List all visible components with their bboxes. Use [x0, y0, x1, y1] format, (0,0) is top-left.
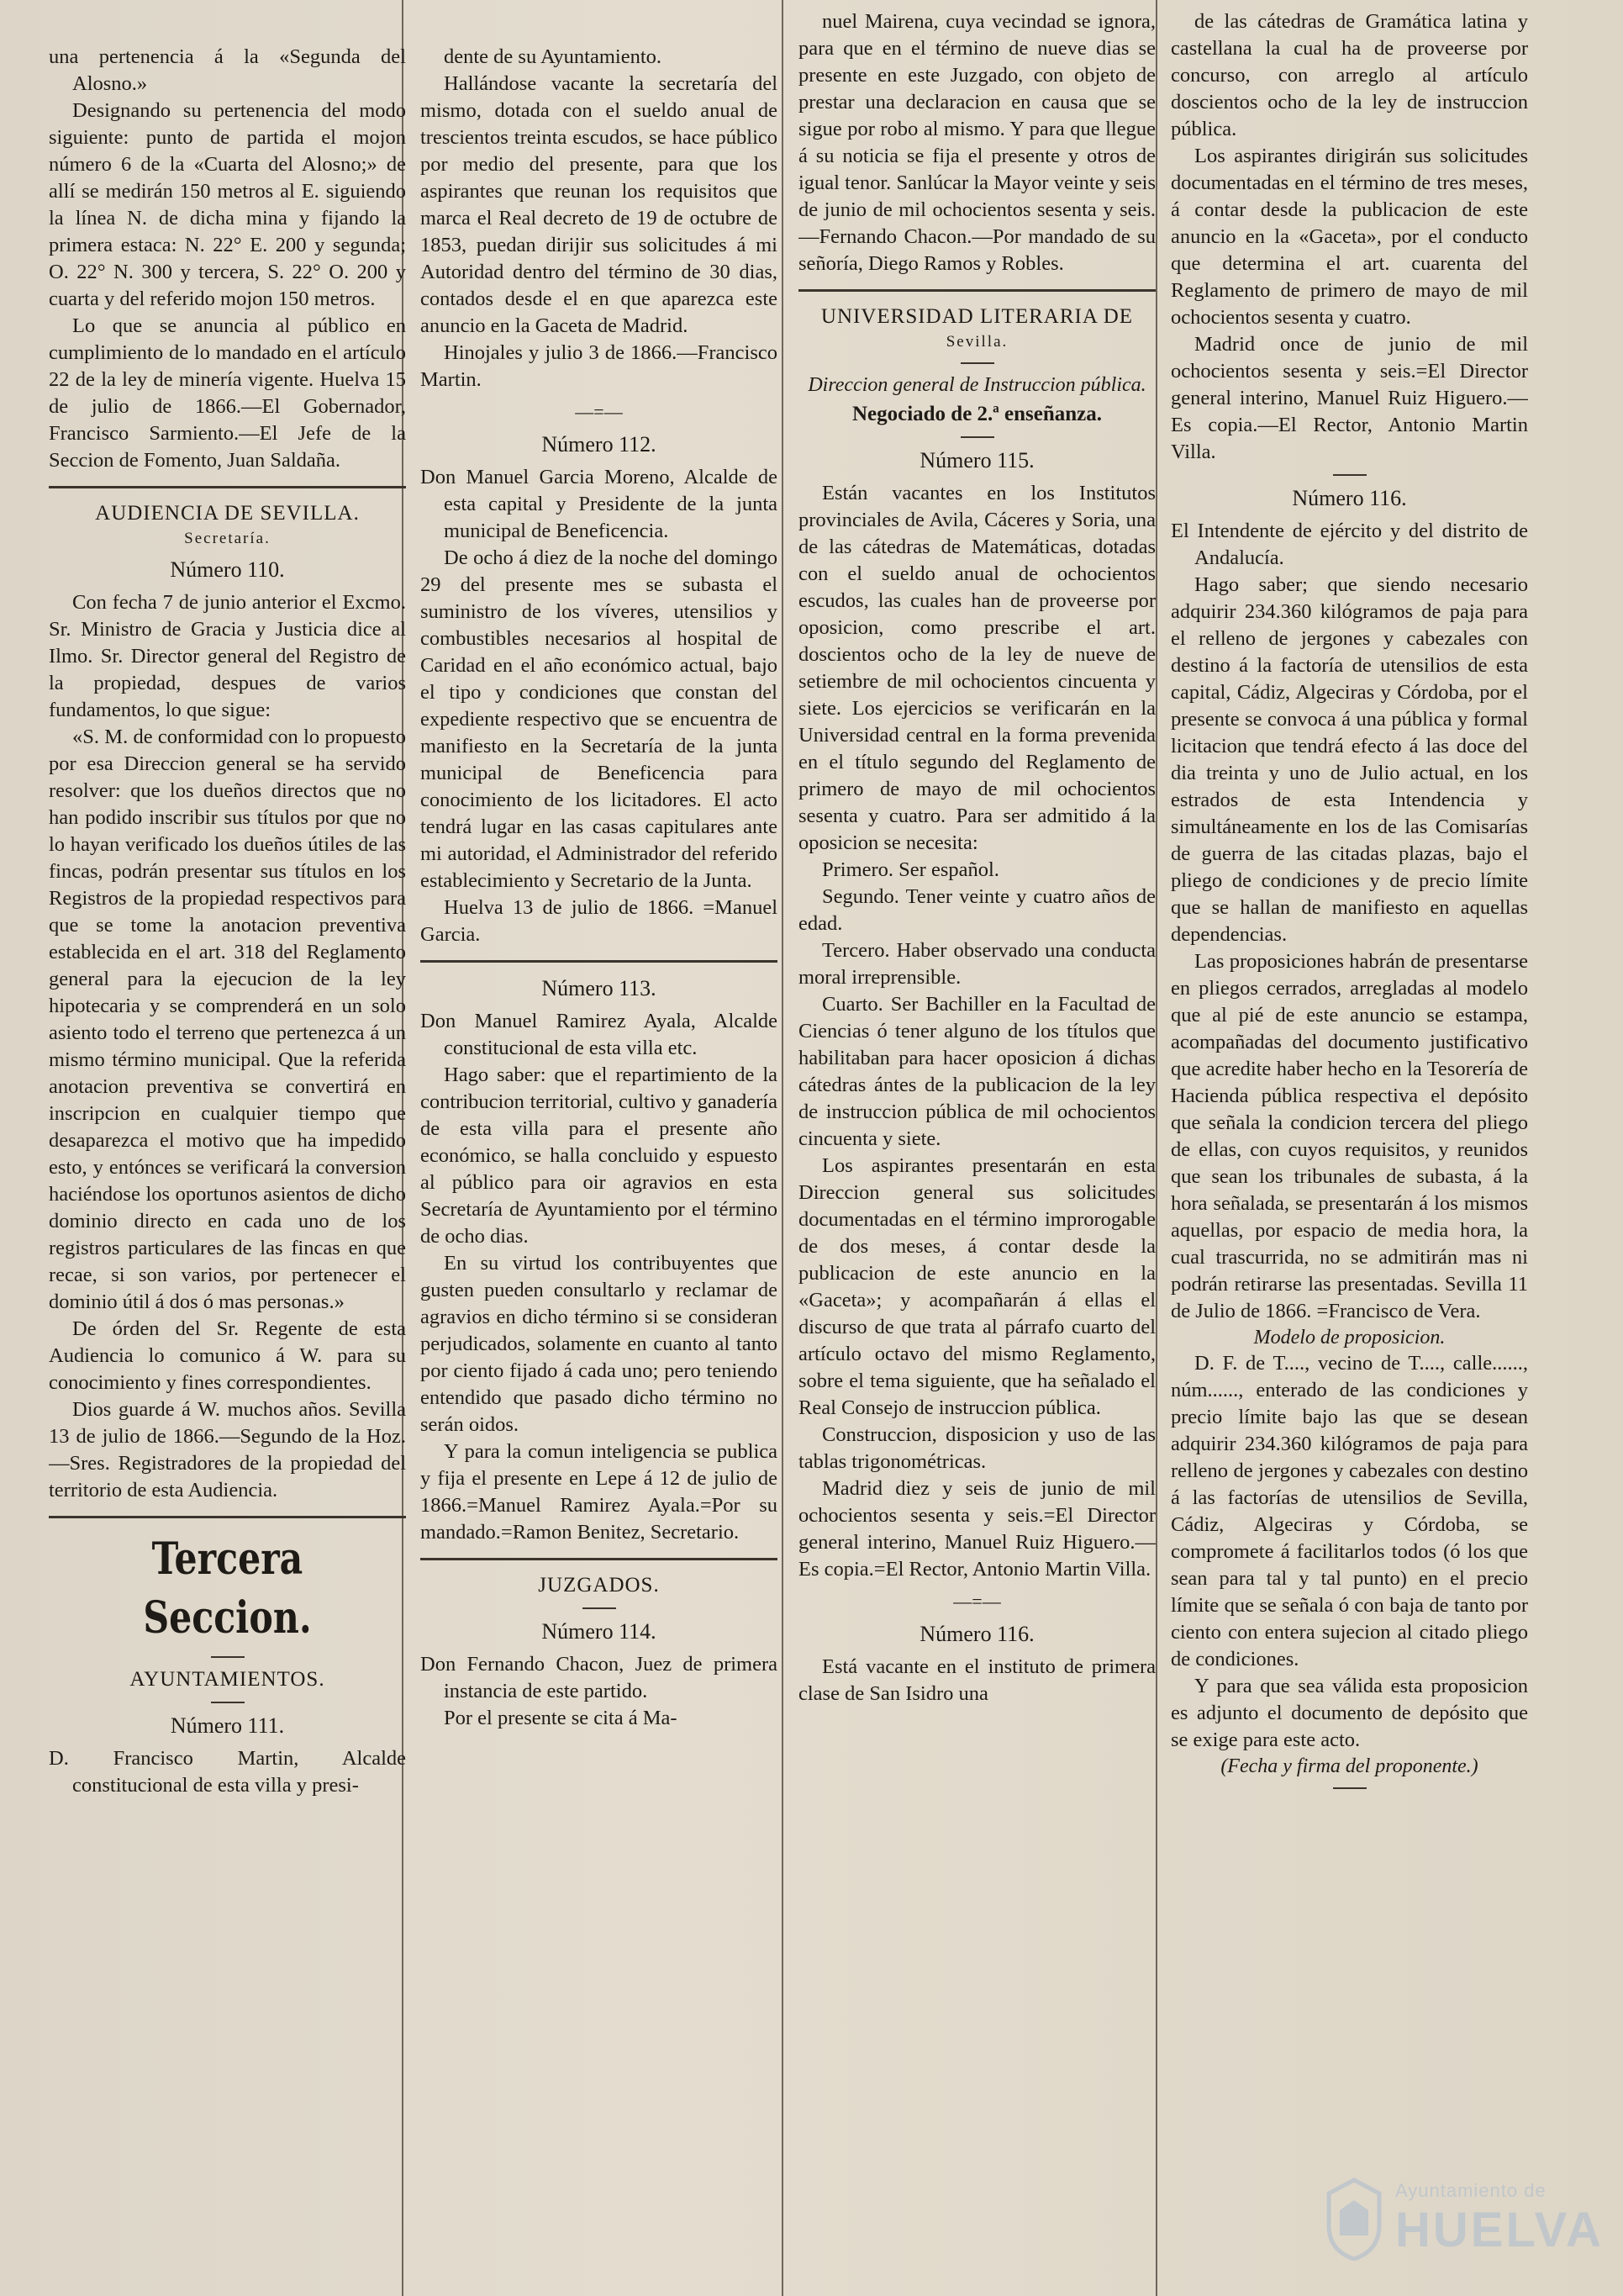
- paragraph: Las proposiciones habrán de presentarse en pliegos cerrados, arregladas al modelo que al pié de este anuncio se estampa, acompañadas del documento justificativo que acredite haber hecho en la Tesorería de Hacienda pública respectiva el depósito que señala la condicion tercera del pliego de ellas, con cuyos requisitos, y reunidos que sean los tribunales de subasta, á la hora señalada, se presentarán á los mismos aquellas, por espacio de media hora, la cual trascurrida, no se admitirán mas ni podrán retirarse las presentadas. Sevilla 11 de Julio de 1866. =Francisco de Vera.: [1171, 950, 1528, 1322]
- paragraph: Don Fernando Chacon, Juez de primera instancia de este partido.: [420, 1653, 777, 1702]
- paragraph: Hinojales y julio 3 de 1866.—Francisco Martin.: [420, 341, 777, 391]
- ornament: [211, 1702, 245, 1703]
- section-rule: [49, 486, 406, 488]
- department-subheading: Negociado de 2.ª enseñanza.: [851, 403, 1103, 425]
- section-rule: [798, 289, 1156, 292]
- watermark-line-1: Ayuntamiento de: [1395, 2180, 1547, 2201]
- notice-number: Número 116.: [920, 1622, 1035, 1646]
- paragraph: Primero. Ser español.: [822, 858, 999, 881]
- paragraph: D. Francisco Martin, Alcalde constitucional de esta villa y presi-: [49, 1747, 406, 1797]
- ornament: —=—: [953, 1591, 1001, 1612]
- section-subheading: Sevilla.: [946, 333, 1009, 351]
- signature-note: (Fecha y firma del proponente.): [1220, 1755, 1478, 1777]
- column-3: [798, 0, 1156, 2296]
- column-divider: [1156, 0, 1157, 2296]
- column-divider: [782, 0, 783, 2296]
- paragraph: Hago saber; que siendo necesario adquirir 234.360 kilógramos de paja para el relleno de jergones y cabezales con destino á la factoría de utensilios de esta capital, Cádiz, Algeciras y Córdoba, por el presente se convoca á una pública y formal licitacion que tendrá efecto á las doce del dia treinta y uno de Julio actual, en los estrados de esta Intendencia y simultáneamente en los de las Comisarías de guerra de las citadas plazas, bajo el pliego de condiciones y de precio límite que se hallan de manifiesto en aquellas dependencias.: [1171, 573, 1528, 946]
- paragraph: Madrid once de junio de mil ochocientos sesenta y seis.=El Director general interino, Manuel Ruiz Higuero.—Es copia.—El Rector, Antonio Martin Villa.: [1171, 333, 1528, 463]
- paragraph: Y para la comun inteligencia se publica y fija el presente en Lepe á 12 de julio de 1866.=Manuel Ramirez Ayala.=Por su mandado.=Ramon Benitez, Secretario.: [420, 1440, 777, 1544]
- paragraph: Por el presente se cita á Ma-: [444, 1707, 677, 1729]
- paragraph: El Intendente de ejército y del distrito de Andalucía.: [1171, 520, 1528, 569]
- paragraph: dente de su Ayuntamiento.: [444, 45, 662, 68]
- ayuntamiento-watermark: [1325, 2170, 1604, 2271]
- ornament: [961, 362, 994, 364]
- paragraph: Los aspirantes presentarán en esta Direccion general sus solicitudes documentadas en el término improrogable de dos meses, á contar desde la publicacion de este anuncio en la «Gaceta»; y acompañarán á ellas el discurso de que trata al párrafo cuarto del artículo octavo del mismo Reglamento, sobre el tema siguiente, que ha señalado el Real Consejo de instruccion pública.: [798, 1154, 1156, 1419]
- paragraph: Madrid diez y seis de junio de mil ochocientos sesenta y seis.=El Director general interino, Manuel Ruiz Higuero.—Es copia.=El Rector, Antonio Martin Villa.: [798, 1477, 1156, 1581]
- watermark-line-2: HUELVA: [1395, 2203, 1604, 2257]
- paragraph: De órden del Sr. Regente de esta Audiencia lo comunico á W. para su conocimiento y fines correspondientes.: [49, 1317, 406, 1394]
- ornament: [582, 1607, 616, 1609]
- paragraph: Con fecha 7 de junio anterior el Excmo. Sr. Ministro de Gracia y Justicia dice al Ilmo. Sr. Director general del Registro de la propiedad, despues de varios fundamentos, lo que sigue:: [49, 591, 406, 721]
- ornament: [961, 436, 994, 438]
- paragraph: de las cátedras de Gramática latina y castellana la cual ha de proveerse por concurso, con arreglo al artículo doscientos ocho de la ley de instruccion pública.: [1171, 10, 1528, 140]
- ornament: [1333, 474, 1367, 476]
- paragraph: En su virtud los contribuyentes que gusten pueden consultarlo y reclamar de agravios en dicho término si se consideran perjudicados, solamente en cuanto al tanto por ciento fijado á cada uno; pero teniendo entendido que pasado dicho término no serán oidos.: [420, 1252, 777, 1436]
- paragraph: Y para que sea válida esta proposicion es adjunto el documento de depósito que se exige para este acto.: [1171, 1675, 1528, 1751]
- notice-number: Número 110.: [170, 557, 285, 582]
- section-rule: [49, 1516, 406, 1518]
- column-4: [1171, 0, 1528, 2296]
- paragraph: nuel Mairena, cuya vecindad se ignora, para que en el término de nueve dias se presente en este Juzgado, con objeto de prestar una declaracion en causa que se sigue por robo al mismo. Y para que llegue á su noticia se fija el presente y otros de igual tenor. Sanlúcar la Mayor veinte y seis de junio de mil ochocientos sesenta y seis.—Fernando Chacon.—Por mandado de su señoría, Diego Ramos y Robles.: [798, 10, 1156, 275]
- section-title: Tercera Seccion.: [143, 1533, 312, 1644]
- ornament: [211, 1656, 245, 1658]
- section-heading: JUZGADOS.: [538, 1574, 660, 1597]
- section-rule: [420, 1558, 777, 1560]
- paragraph: Hallándose vacante la secretaría del mismo, dotada con el sueldo anual de trescientos treinta escudos, se hace público por medio del presente, para que los aspirantes que reunan los requisitos que marca el Real decreto de 19 de octubre de 1853, puedan dirijir sus solicitudes á mi Autoridad dentro del término de 30 dias, contados desde el en que aparezca este anuncio en la Gaceta de Madrid.: [420, 72, 777, 337]
- paragraph: Tercero. Haber observado una conducta moral irreprensible.: [798, 939, 1156, 989]
- paragraph: Lo que se anuncia al público en cumplimiento de lo mandado en el artículo 22 de la ley de minería vigente. Huelva 15 de julio de 1866.—El Gobernador, Francisco Sarmiento.—El Jefe de la Seccion de Fomento, Juan Saldaña.: [49, 314, 406, 472]
- section-heading: UNIVERSIDAD LITERARIA DE: [820, 305, 1134, 328]
- paragraph: una pertenencia á la «Segunda del Alosno.»: [49, 45, 406, 95]
- section-heading: AYUNTAMIENTOS.: [129, 1668, 325, 1691]
- ornament: —=—: [575, 401, 623, 422]
- paragraph: Dios guarde á W. muchos años. Sevilla 13 de julio de 1866.—Segundo de la Hoz.—Sres. Registradores de la propiedad del territorio de esta Audiencia.: [49, 1398, 406, 1502]
- paragraph: D. F. de T...., vecino de T...., calle......, núm......, enterado de las condiciones y precio límite bajo las que se desean adquirir 234.360 kilógramos de paja para relleno de jergones y cabezales con destino á las factorías de utensilios de Sevilla, Cádiz, Algeciras y Córdoba, se compromete á facilitarlos todos (ó los que sean para tal y tal punto) en el precio límite que se señala ó con baja de tanto por ciento con entera sujecion al citado pliego de condiciones.: [1171, 1352, 1528, 1671]
- paragraph: Construccion, disposicion y uso de las tablas trigonométricas.: [798, 1423, 1156, 1473]
- paragraph: Don Manuel Ramirez Ayala, Alcalde constitucional de esta villa etc.: [420, 1010, 777, 1059]
- notice-number: Número 116.: [1292, 486, 1407, 510]
- section-heading: AUDIENCIA DE SEVILLA.: [95, 502, 360, 525]
- paragraph: Segundo. Tener veinte y cuatro años de edad.: [798, 885, 1156, 935]
- city-crest-icon: [1325, 2177, 1383, 2261]
- model-heading: Modelo de proposicion.: [1253, 1327, 1446, 1349]
- section-rule: [420, 960, 777, 963]
- notice-number: Número 112.: [541, 432, 656, 457]
- notice-number: Número 115.: [920, 448, 1035, 472]
- column-1: [49, 0, 406, 2296]
- department-heading: Direccion general de Instruccion pública.: [808, 374, 1146, 396]
- notice-number: Número 114.: [541, 1619, 656, 1644]
- paragraph: Designando su pertenencia del modo siguiente: punto de partida el mojon número 6 de la «Cuarta del Alosno;» de allí se medirán 150 metros al E. siguiendo la línea N. de dicha mina y fijando la primera estaca: N. 22° E. 200 y segunda; O. 22° N. 300 y tercera, S. 22° O. 200 y cuarta y del referido mojon 150 metros.: [49, 99, 406, 310]
- notice-number: Número 113.: [541, 976, 656, 1000]
- paragraph: Cuarto. Ser Bachiller en la Facultad de Ciencias ó tener alguno de los títulos que habilitaban para hacer oposicion á dichas cátedras ántes de la publicacion de la ley de instruccion pública de mil ochocientos cincuenta y siete.: [798, 993, 1156, 1150]
- paragraph: Están vacantes en los Institutos provinciales de Avila, Cáceres y Soria, una de las cátedras de Matemáticas, dotadas con el sueldo anual de ochocientos escudos, las cuales han de proveerse por oposicion, como prescribe el art. doscientos ocho de la ley de nueve de setiembre de mil ochocientos cincuenta y siete. Los ejercicios se verificarán en la Universidad central en la forma prevenida en el título segundo del Reglamento de primero de mayo de mil ochocientos sesenta y cuatro. Para ser admitido á la oposicion se necesita:: [798, 482, 1156, 854]
- paragraph: Los aspirantes dirigirán sus solicitudes documentadas en el término de tres meses, á contar desde la publicacion de este anuncio en la «Gaceta», por el conducto que determina el art. cuarenta del Reglamento de primero de mayo de mil ochocientos sesenta y cuatro.: [1171, 145, 1528, 329]
- notice-number: Número 111.: [170, 1713, 285, 1738]
- paragraph: Hago saber: que el repartimiento de la contribucion territorial, cultivo y ganadería de esta villa para el presente año económico, se halla concluido y espuesto al público para oir agravios en esta Secretaría de Ayuntamiento por el término de ocho dias.: [420, 1064, 777, 1248]
- paragraph: Está vacante en el instituto de primera clase de San Isidro una: [798, 1655, 1156, 1705]
- paragraph: Huelva 13 de julio de 1866. =Manuel Garcia.: [420, 896, 777, 946]
- paragraph: De ocho á diez de la noche del domingo 29 del presente mes se subasta el suministro de los víveres, utensilios y combustibles necesarios al hospital de Caridad en el año económico actual, bajo el tipo y condiciones que constan del expediente respectivo que se encuentra de manifiesto en la Secretaría de la junta municipal de Beneficencia para conocimiento de los licitadores. El acto tendrá lugar en las casas capitulares ante mi autoridad, el Administrador del referido establecimiento y Secretario de la Junta.: [420, 546, 777, 892]
- ornament: [1333, 1787, 1367, 1789]
- section-subheading: Secretaría.: [184, 530, 271, 547]
- paragraph: Don Manuel Garcia Moreno, Alcalde de esta capital y Presidente de la junta municipal de Beneficencia.: [420, 466, 777, 542]
- paragraph: «S. M. de conformidad con lo propuesto por esa Direccion general se ha servido resolver: que los dueños directos que no han podido inscribir sus títulos por que no lo hayan verificado los dueños útiles de las fincas, podrán presentar sus títulos en los Registros de la propiedad respectivos para que se tome la anotacion preventiva establecida en el art. 318 del Reglamento general para la ejecucion de la ley hipotecaria y se comprenderá en un solo asiento todo el terreno que pertenezca á un mismo término municipal. Que la referida anotacion preventiva se convertirá en inscripcion en cualquier tiempo que desaparezca el motivo que ha impedido esto, y entónces se verificará la conversion haciéndose los oportunos asientos de dicho dominio directo en cada uno de los registros particulares de las fincas en que recae, si son varios, por pertenecer el dominio útil á dos ó mas personas.»: [49, 726, 406, 1313]
- column-2: [420, 0, 777, 2296]
